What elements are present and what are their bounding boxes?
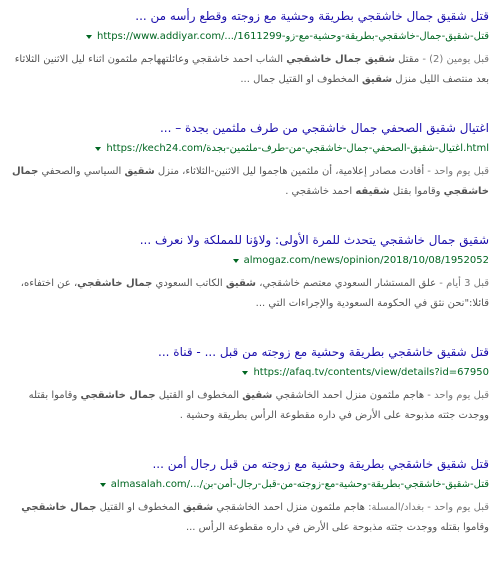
snippet-date: قبل يوم واحد -: [424, 390, 489, 401]
snippet-text: الكاتب السعودي: [152, 278, 226, 289]
result-url[interactable]: https://www.addiyar.com/.../1611299-قتل-شقيق-جمال-خاشقجي-بطريقة-وحشية-مع-زو: [97, 31, 489, 42]
snippet-text: المخطوف او القتيل: [96, 502, 184, 513]
snippet-keyword: شقيق: [225, 278, 257, 289]
result-url[interactable]: https://kech24.com/اغتيال-شقيق-الصحفي-جمال-خاشقجي-من-طرف-ملثمين-بجدة.html: [106, 143, 489, 154]
result-title-link[interactable]: قتل شقيق خاشقجي بطريقة وحشية مع زوجته من قبل ... - قناة ...: [158, 345, 489, 359]
snippet-text: السياسي والصحفي: [38, 166, 125, 177]
snippet-text: هاجم ملثمون منزل احمد الخاشقجي: [272, 390, 425, 401]
result-snippet: [11, 274, 489, 314]
dropdown-arrow-icon[interactable]: [242, 371, 248, 375]
result-title-link[interactable]: اغتيال شقيق الصحفي جمال خاشقجي من طرف ملثمين بجدة – ...: [159, 121, 489, 135]
snippet-keyword: شقيق: [242, 390, 273, 401]
result-url-line: [11, 478, 489, 492]
snippet-text: وقاموا بقتله ووجدت جثته مذبوحة على الأرض في داره مقطوعة الرأس بطريقة وحشية .: [28, 390, 489, 421]
snippet-text: وقاموا بقتله ووجدت جثته مذبوحة على الأرض في داره مقطوعة الرأس ...: [185, 522, 489, 533]
snippet-date: قبل 3 أيام -: [436, 278, 489, 289]
result-url[interactable]: https://afaq.tv/contents/view/details?id=67950: [253, 367, 489, 378]
snippet-keyword: شقيقه: [355, 186, 390, 197]
result-url-line: [11, 142, 489, 156]
snippet-keyword: جمال خاشقجي: [77, 278, 153, 289]
result-url-line: [11, 30, 489, 44]
dropdown-arrow-icon[interactable]: [95, 147, 101, 151]
snippet-keyword: شقيق جمال خاشقجي: [286, 54, 395, 65]
search-result: [11, 8, 489, 90]
snippet-keyword: شقيق: [361, 74, 393, 85]
snippet-text: علق المستشار السعودي معتصم خاشقجي،: [256, 278, 437, 289]
result-title-link[interactable]: قتل شقيق جمال خاشقجي بطريقة وحشية مع زوجته وقطع رأسه من ...: [135, 9, 489, 23]
snippet-text: مقتل: [394, 54, 420, 65]
snippet-keyword: جمال خاشقجي: [21, 502, 97, 513]
search-result: [11, 344, 489, 426]
result-url[interactable]: almogaz.com/news/opinion/2018/10/08/1952052: [243, 255, 489, 266]
snippet-date: قبل يوم واحد - بغداد/المسلة:: [364, 502, 489, 513]
snippet-text: وقاموا بقتل: [389, 186, 444, 197]
result-snippet: [11, 162, 489, 202]
search-result: [11, 120, 489, 202]
result-title-link[interactable]: شقيق جمال خاشقجي يتحدث للمرة الأولى: ولاؤنا للمملكة ولا نعرف ...: [139, 233, 489, 247]
snippet-text: الشاب احمد خاشقجي وعائلتههاجم ملثمون اثناء ليل الاثنين الثلاثاء بعد منتصف الليل منزل: [14, 54, 489, 85]
result-url-line: [11, 254, 489, 268]
snippet-text: احمد خاشقجي .: [285, 186, 356, 197]
snippet-text: المخطوف او القتيل جمال ...: [240, 74, 362, 85]
result-snippet: [11, 386, 489, 426]
result-snippet: [11, 498, 489, 538]
search-results: [11, 0, 489, 538]
dropdown-arrow-icon[interactable]: [100, 483, 106, 487]
snippet-keyword: شقيق: [183, 502, 214, 513]
search-result: [11, 456, 489, 538]
result-snippet: [11, 50, 489, 90]
snippet-date: قبل يومين (2) -: [419, 54, 489, 65]
dropdown-arrow-icon[interactable]: [233, 259, 239, 263]
result-url-line: [11, 366, 489, 380]
result-url[interactable]: almasalah.com/.../قتل-شقيق-خاشقجي-بطريقة-وحشية-مع-زوجته-من-قبل-رجال-أمن-بن: [110, 479, 489, 490]
snippet-date: قبل يوم واحد -: [424, 166, 489, 177]
snippet-keyword: شقيق: [124, 166, 155, 177]
result-title-link[interactable]: قتل شقيق خاشقجي بطريقة وحشية مع زوجته من قبل رجال أمن ...: [152, 457, 489, 471]
search-result: [11, 232, 489, 314]
snippet-text: أفادت مصادر إعلامية، أن ملثمين هاجموا ليل الاثنين-الثلاثاء، منزل: [154, 166, 425, 177]
snippet-keyword: جمال خاشقجي: [11, 166, 489, 197]
dropdown-arrow-icon[interactable]: [86, 35, 92, 39]
snippet-text: هاجم ملثمون منزل احمد الخاشقجي: [213, 502, 365, 513]
snippet-keyword: جمال خاشقجي: [80, 390, 156, 401]
snippet-text: المخطوف او القتيل: [155, 390, 243, 401]
snippet-text: ، عن اختفاءه، قائلا:"نحن نثق في الحكومة السعودية والإجراءات التي ...: [20, 278, 489, 309]
